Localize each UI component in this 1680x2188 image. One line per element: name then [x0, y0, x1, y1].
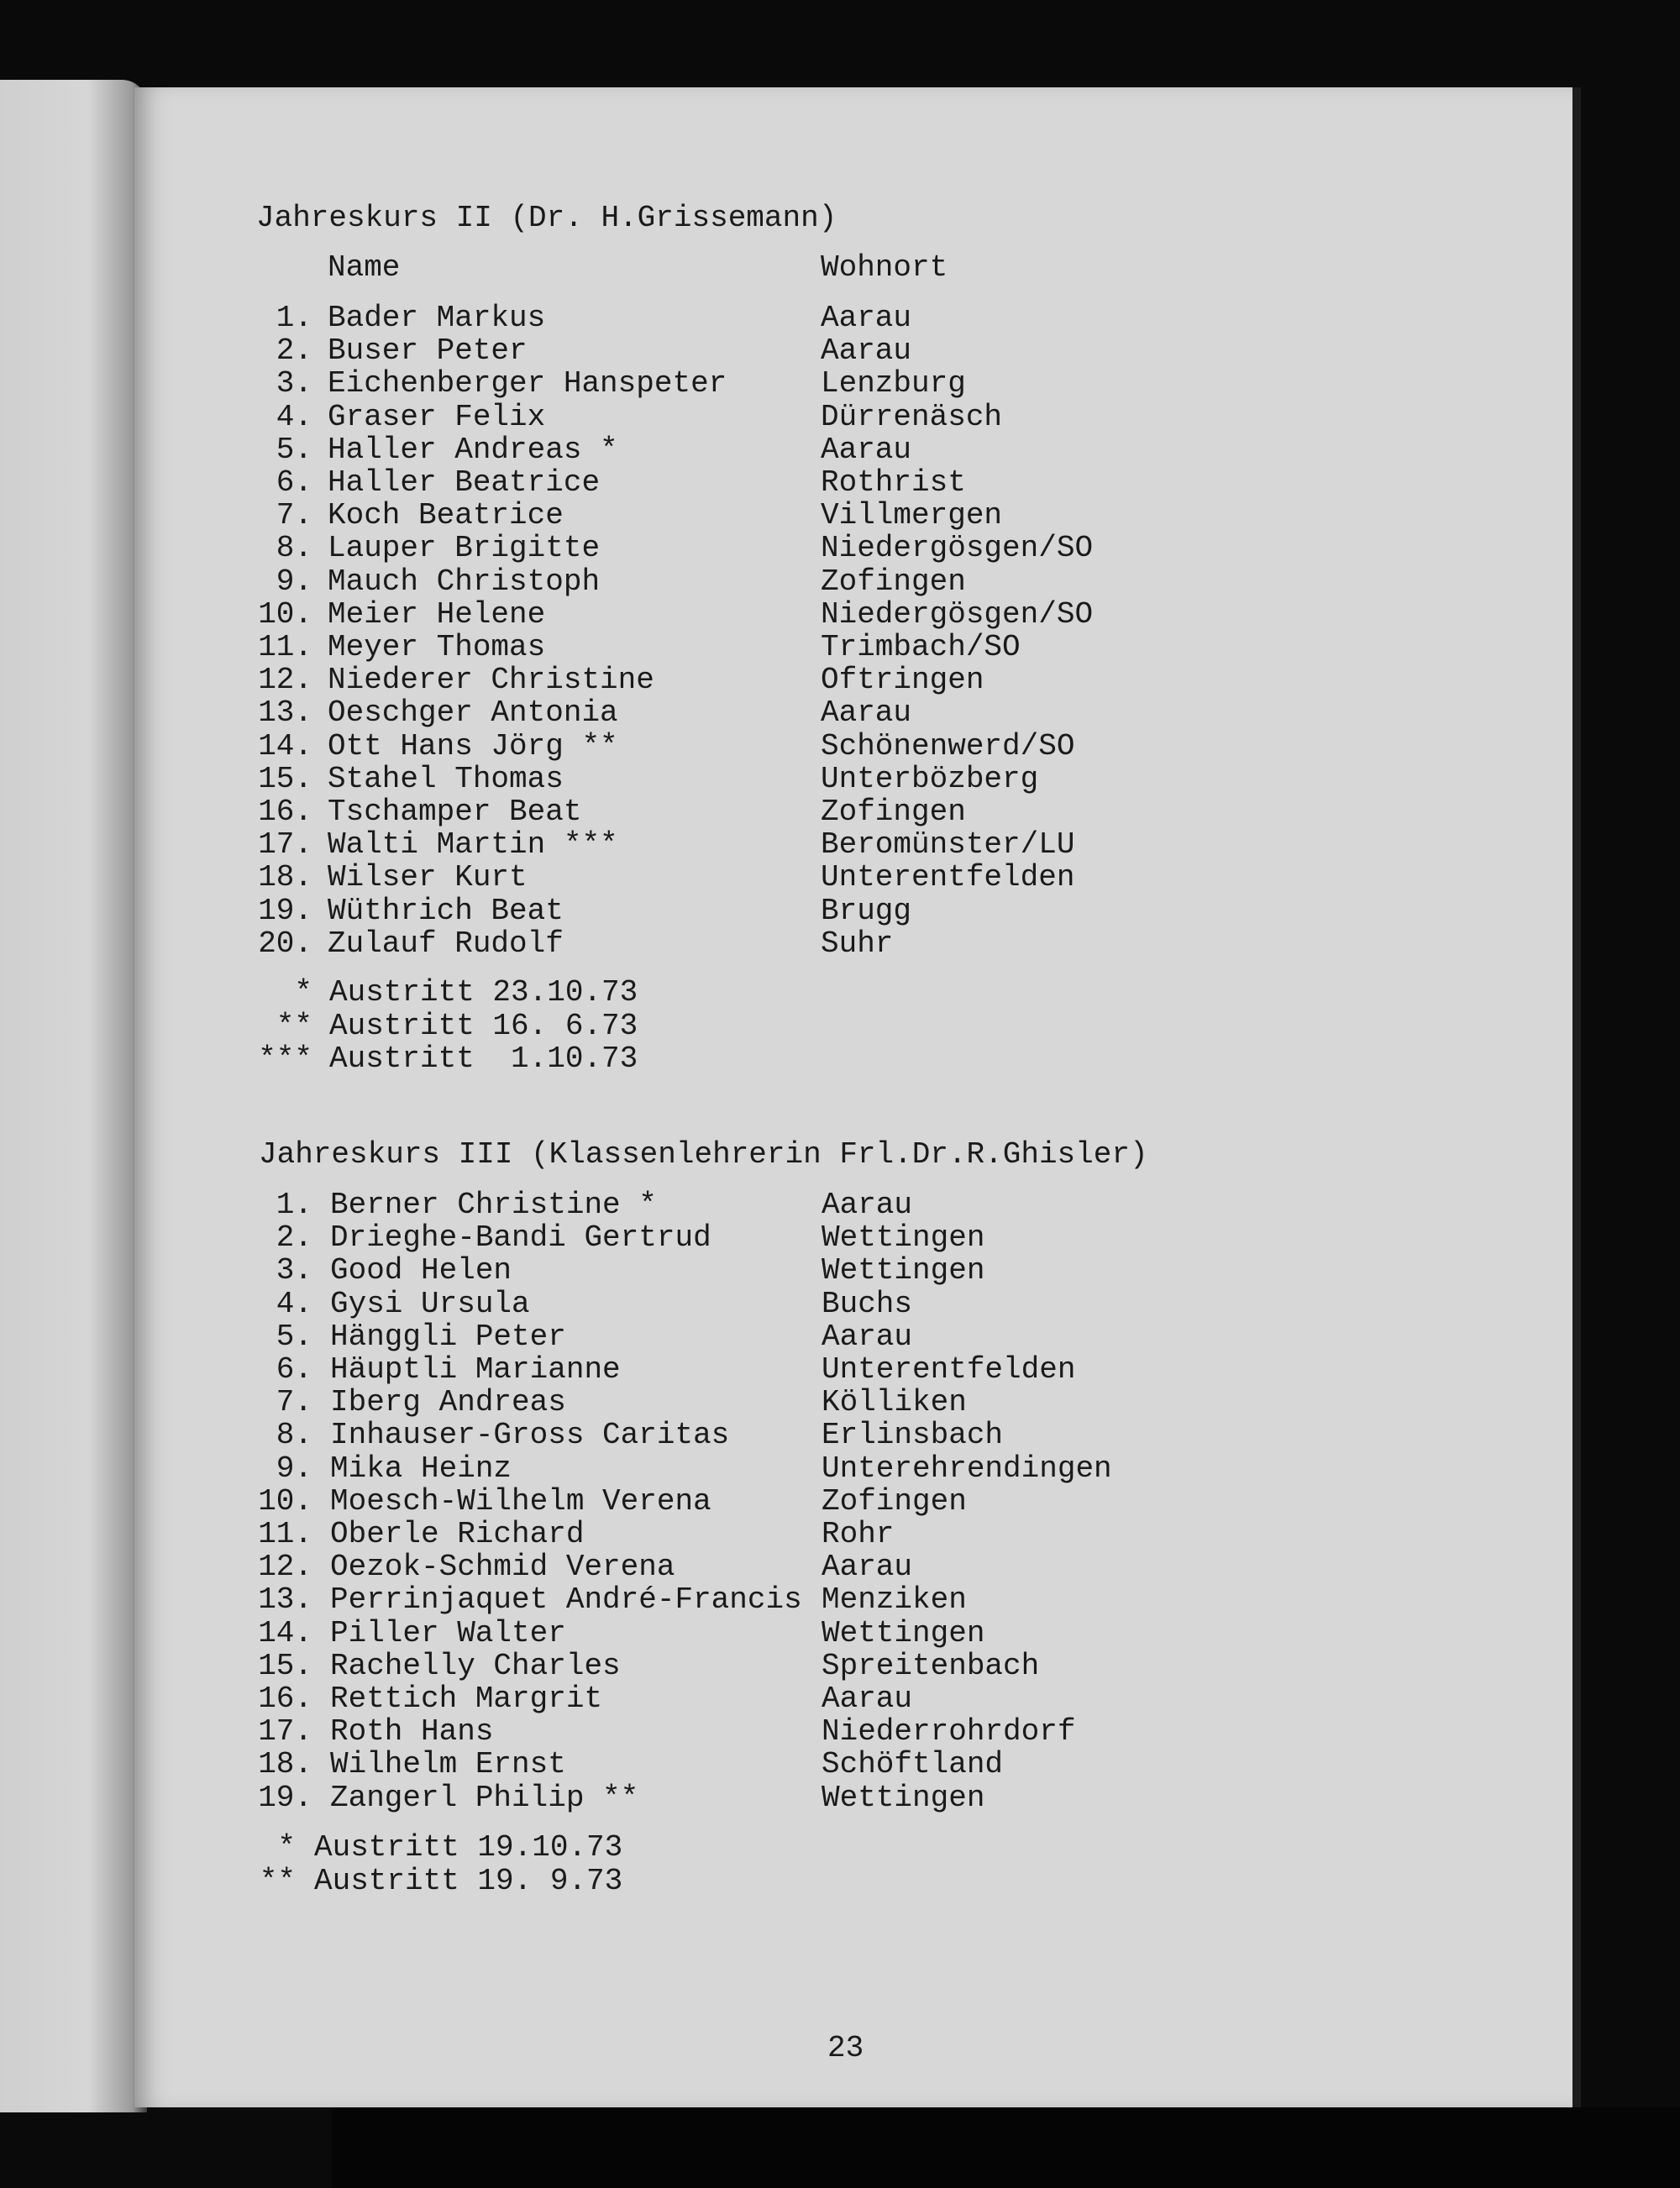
student-name: Stahel Thomas: [328, 761, 564, 796]
row-number: 2.: [276, 333, 312, 369]
student-name: Eichenberger Hanspeter: [328, 366, 727, 401]
footnote-text: Austritt 19. 9.73: [314, 1863, 623, 1898]
student-name: Perrinjaquet André-Francis: [330, 1582, 802, 1618]
student-name: Wüthrich Beat: [328, 893, 564, 928]
student-place: Aarau: [821, 695, 912, 731]
student-place: Schönenwerd/SO: [821, 728, 1075, 763]
footnote-text: Austritt 23.10.73: [329, 975, 638, 1010]
row-number: 5.: [276, 1319, 312, 1354]
footnote-text: Austritt 1.10.73: [329, 1042, 638, 1076]
student-place: Schöftland: [822, 1747, 1004, 1782]
student-name: Niederer Christine: [328, 663, 654, 698]
row-number: 18.: [258, 1747, 312, 1782]
student-place: Wettingen: [822, 1615, 985, 1650]
row-number: 1.: [276, 1188, 312, 1222]
footnote-mark: **: [259, 1863, 296, 1898]
row-number: 13.: [258, 695, 312, 731]
student-name: Haller Beatrice: [328, 465, 601, 500]
student-place: Dürrenäsch: [821, 399, 1003, 434]
student-place: Niedergösgen/SO: [821, 531, 1094, 566]
student-name: Mauch Christoph: [328, 564, 601, 599]
row-number: 9.: [276, 1451, 312, 1486]
student-place: Niederrohrdorf: [822, 1714, 1076, 1750]
student-place: Villmergen: [821, 498, 1003, 533]
student-name: Buser Peter: [328, 333, 528, 369]
row-number: 19.: [258, 893, 312, 928]
student-place: Unterehrendingen: [822, 1451, 1112, 1486]
row-number: 12.: [258, 663, 312, 698]
student-place: Trimbach/SO: [821, 630, 1021, 664]
student-place: Wettingen: [822, 1220, 985, 1256]
student-place: Unterentfelden: [821, 860, 1075, 895]
row-number: 19.: [258, 1780, 312, 1815]
row-number: 12.: [258, 1550, 312, 1585]
student-name: Oeschger Antonia: [328, 695, 618, 731]
row-number: 15.: [258, 761, 312, 796]
student-name: Berner Christine *: [330, 1188, 657, 1222]
row-number: 3.: [276, 366, 312, 401]
student-name: Häuptli Marianne: [330, 1352, 621, 1387]
student-place: Aarau: [822, 1319, 913, 1354]
student-place: Buchs: [822, 1286, 913, 1321]
course3-title: Jahreskurs III (Klassenlehrerin Frl.Dr.R.Ghisler): [259, 1137, 1148, 1172]
student-place: Aarau: [821, 301, 912, 335]
student-name: Meyer Thomas: [328, 630, 546, 664]
page-number: 23: [827, 2031, 864, 2065]
student-name: Rettich Margrit: [330, 1682, 603, 1716]
row-number: 13.: [258, 1582, 312, 1618]
row-number: 17.: [258, 1714, 312, 1750]
student-name: Oezok-Schmid Verena: [330, 1550, 675, 1585]
student-name: Moesch-Wilhelm Verena: [330, 1483, 711, 1519]
student-place: Suhr: [821, 926, 894, 961]
row-number: 1.: [276, 301, 312, 335]
student-place: Aarau: [822, 1188, 913, 1222]
student-place: Aarau: [822, 1550, 913, 1585]
student-name: Zulauf Rudolf: [328, 926, 564, 961]
student-name: Walti Martin ***: [328, 827, 618, 863]
student-name: Oberle Richard: [330, 1517, 585, 1551]
student-place: Spreitenbach: [822, 1648, 1040, 1683]
student-place: Lenzburg: [821, 366, 966, 401]
student-place: Zofingen: [821, 564, 966, 599]
student-name: Graser Felix: [328, 399, 546, 434]
student-name: Gysi Ursula: [330, 1286, 530, 1321]
student-name: Mika Heinz: [330, 1451, 512, 1486]
student-place: Aarau: [821, 333, 912, 369]
row-number: 2.: [276, 1220, 312, 1256]
student-place: Kölliken: [822, 1385, 967, 1420]
footnote-mark: *: [294, 975, 312, 1010]
student-place: Aarau: [822, 1682, 913, 1716]
student-place: Rohr: [822, 1517, 895, 1551]
student-name: Tschamper Beat: [328, 795, 582, 829]
course2-header-place: Wohnort: [821, 250, 948, 285]
student-place: Erlinsbach: [822, 1418, 1004, 1453]
row-number: 6.: [276, 465, 312, 500]
student-place: Zofingen: [822, 1483, 967, 1519]
student-place: Wettingen: [822, 1780, 985, 1815]
student-name: Meier Helene: [328, 596, 546, 632]
row-number: 7.: [276, 498, 312, 533]
student-name: Koch Beatrice: [328, 498, 564, 533]
student-place: Unterbözberg: [821, 761, 1039, 796]
student-name: Wilser Kurt: [328, 860, 528, 895]
student-place: Menziken: [822, 1582, 967, 1618]
course2-header-name: Name: [328, 250, 401, 285]
student-name: Roth Hans: [330, 1714, 494, 1750]
row-number: 8.: [276, 531, 312, 566]
row-number: 10.: [258, 1483, 312, 1519]
student-name: Piller Walter: [330, 1615, 566, 1650]
row-number: 11.: [258, 1517, 312, 1551]
row-number: 7.: [276, 1385, 312, 1420]
student-name: Hänggli Peter: [330, 1319, 566, 1354]
student-place: Brugg: [821, 893, 912, 928]
row-number: 16.: [258, 795, 312, 829]
footnote-text: Austritt 19.10.73: [314, 1830, 623, 1865]
row-number: 6.: [276, 1352, 312, 1387]
student-place: Rothrist: [821, 465, 966, 500]
row-number: 18.: [258, 860, 312, 895]
row-number: 20.: [258, 926, 312, 961]
student-name: Haller Andreas *: [328, 432, 618, 467]
student-place: Beromünster/LU: [821, 827, 1075, 863]
footnote-text: Austritt 16. 6.73: [329, 1008, 638, 1043]
row-number: 15.: [258, 1648, 312, 1683]
student-name: Zangerl Philip **: [330, 1780, 639, 1815]
student-name: Lauper Brigitte: [328, 531, 601, 566]
row-number: 4.: [276, 1286, 312, 1321]
course2-title: Jahreskurs II (Dr. H.Grissemann): [256, 201, 837, 235]
row-number: 8.: [276, 1418, 312, 1453]
student-place: Aarau: [821, 432, 912, 467]
row-number: 14.: [258, 1615, 312, 1650]
footnote-mark: **: [276, 1008, 312, 1043]
student-name: Ott Hans Jörg **: [328, 728, 618, 763]
student-place: Niedergösgen/SO: [821, 596, 1094, 632]
student-place: Unterentfelden: [822, 1352, 1076, 1387]
footnote-mark: *: [277, 1830, 296, 1865]
student-place: Wettingen: [822, 1253, 985, 1288]
row-number: 3.: [276, 1253, 312, 1288]
student-name: Rachelly Charles: [330, 1648, 621, 1683]
student-name: Drieghe-Bandi Gertrud: [330, 1220, 711, 1256]
student-place: Zofingen: [821, 795, 966, 829]
footnote-mark: ***: [258, 1042, 312, 1076]
student-name: Bader Markus: [328, 301, 546, 335]
row-number: 4.: [276, 399, 312, 434]
student-name: Wilhelm Ernst: [330, 1747, 566, 1782]
row-number: 5.: [276, 432, 312, 467]
student-name: Inhauser-Gross Caritas: [330, 1418, 730, 1453]
row-number: 17.: [258, 827, 312, 863]
row-number: 16.: [258, 1682, 312, 1716]
row-number: 14.: [258, 728, 312, 763]
row-number: 11.: [258, 630, 312, 664]
student-place: Oftringen: [821, 663, 984, 698]
row-number: 10.: [258, 596, 312, 632]
student-name: Good Helen: [330, 1253, 512, 1288]
student-name: Iberg Andreas: [330, 1385, 566, 1420]
row-number: 9.: [276, 564, 312, 599]
